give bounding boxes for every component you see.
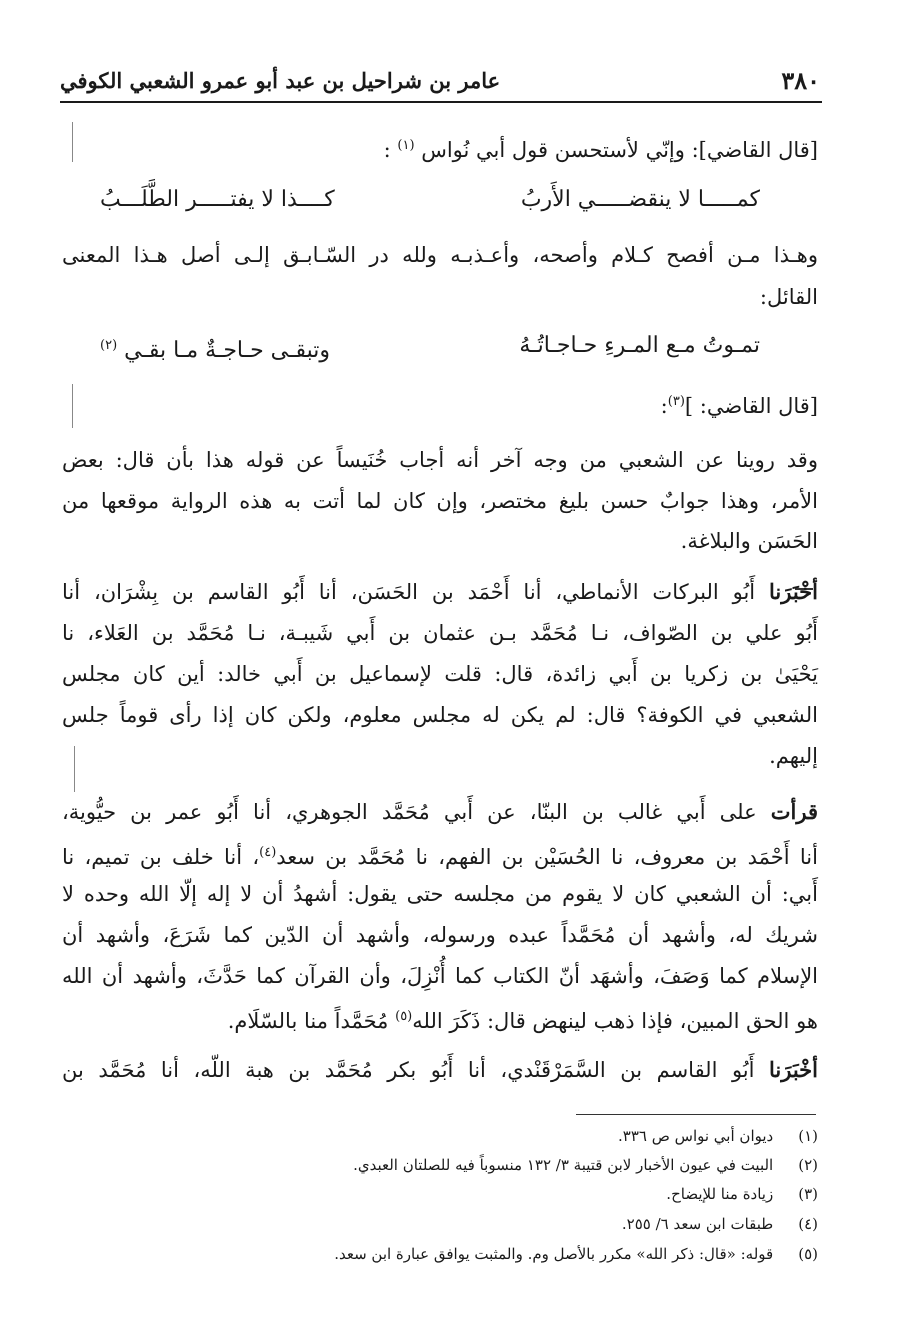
footnote-item: (٣) زيادة منا للإيضاح. bbox=[666, 1185, 818, 1203]
text-line: أخْبَرَنا أَبُو القاسم بن السَّمَرْقَنْدي، أنا أَبُو بكر مُحَمَّد بن هبة اللّه، أنا مُحَمَّد بن bbox=[62, 1057, 818, 1082]
verse-second-hemistich: وتبقـى حـاجـةٌ مـا بقـي $^{(٢)}$ bbox=[100, 338, 330, 363]
verse-second-hemistich: كــــذا لا يفتـــــر الطَّلَـــبُ bbox=[100, 187, 335, 212]
text-line: إليهم. bbox=[769, 744, 818, 768]
page-number: ٣٨٠ bbox=[781, 66, 820, 95]
poetry-verse bbox=[100, 326, 760, 366]
text-line: الحَسَن والبلاغة. bbox=[680, 529, 818, 553]
text-line: أخْبَرَنا أَبُو البركات الأنماطي، أنا أَحْمَد بن الحَسَن، أنا أَبُو القاسم بن بِشْرَان، أنا bbox=[62, 579, 818, 604]
text-line: يَحْيَىٰ بن زكريا بن أَبي زائدة، قال: قلت لإسماعيل بن أَبي خالد: أين كان مجلس bbox=[62, 662, 818, 686]
text-line: هو الحق المبين، فإذا ذهب لينهض قال: ذَكَرَ الله$^{(٥)}$ مُحَمَّداً منا بالسّلَام. bbox=[227, 1009, 818, 1033]
text-line: وقد روينا عن الشعبي من وجه آخر أنه أجاب خُنَيساً عن قوله هذا بأن قال: بعض bbox=[62, 448, 818, 472]
margin-scan-mark bbox=[72, 122, 73, 162]
footnote-separator bbox=[576, 1114, 816, 1115]
text-line: الأمر، وهذا جوابٌ حسن بليغ مختصر، وإن كان لما أتت به هذه الرواية موقعها من bbox=[62, 489, 818, 513]
margin-scan-mark bbox=[74, 746, 75, 792]
footnote-item: (٢) البيت في عيون الأخبار لابن قتيبة ٣/ ١٣٢ منسوباً فيه للصلتان العبدي. bbox=[353, 1156, 818, 1174]
footnote-item: (٤) طبقات ابن سعد ٦/ ٢٥٥. bbox=[621, 1215, 818, 1233]
text-line: [قال القاضي: ]$^{(٣)}$: bbox=[660, 394, 818, 418]
footnote-ref: (١) bbox=[397, 138, 415, 153]
text-line: أَبُو علي بن الصّواف، نـا مُحَمَّد بـن عثمان بن أَبي شَيبـة، نـا مُحَمَّد بن العَلاء، نا bbox=[62, 621, 818, 645]
running-title: عامر بن شراحيل بن عبد أبو عمرو الشعبي الكوفي bbox=[60, 68, 501, 93]
text-line: أنا أَحْمَد بن معروف، نا الحُسَيْن بن الفهم، نا مُحَمَّد بن سعد$^{(٤)}$، أنا خلف بن تميم، نا bbox=[62, 845, 818, 869]
verse-first-hemistich: تمـوتُ مـع المـرءِ حـاجـاتُـهُ bbox=[519, 333, 760, 358]
text-line: قرأت على أَبي غالب بن البنّا، عن أَبي مُحَمَّد الجوهري، أنا أَبُو عمر بن حيُّوية، bbox=[62, 799, 818, 824]
text-line: القائل: bbox=[759, 285, 818, 309]
margin-scan-mark bbox=[72, 384, 73, 428]
footnote-item: (١) ديوان أبي نواس ص ٣٣٦. bbox=[618, 1127, 818, 1145]
text-line: أَبي: أن الشعبي كان لا يقوم من مجلسه حتى يقول: أشهدُ أن لا إله إلّا الله وحده لا bbox=[62, 882, 818, 906]
text-line: [قال القاضي]: وإنّي لأستحسن قول أبي نُواس $^{(١)}$ : bbox=[383, 138, 818, 162]
page-header bbox=[60, 62, 820, 102]
isnad-keyword: قرأت bbox=[770, 799, 818, 824]
footnote-ref: (٤) bbox=[259, 845, 277, 860]
footnote-ref: (٢) bbox=[100, 338, 118, 353]
footnote-ref: (٣) bbox=[667, 394, 685, 409]
isnad-keyword: أخْبَرَنا bbox=[769, 1057, 818, 1082]
text-line: الإسلام كما وَصَفَ، وأشهَد أنّ الكتاب كما أُنْزِلَ، وأن القرآن كما حَدَّثَ، وأشهد أن الله bbox=[62, 964, 818, 988]
isnad-keyword: أخْبَرَنا bbox=[769, 579, 818, 604]
text-line: الشعبي في الكوفة؟ قال: لم يكن له مجلس معلوم، ولكن كان إذا رأى قوماً جلس bbox=[62, 703, 818, 727]
header-rule bbox=[60, 101, 822, 103]
verse-first-hemistich: كمـــــا لا ينقضـــــي الأَربُ bbox=[520, 187, 760, 212]
text-line: وهـذا مـن أفصح كـلام وأصحه، وأعـذبـه ولله در السّـابـق إلـى أصل هـذا المعنى bbox=[62, 243, 818, 267]
footnote-item: (٥) قوله: «قال: ذكر الله» مكرر بالأصل وم. والمثبت يوافق عبارة ابن سعد. bbox=[334, 1245, 818, 1263]
text-line: شريك له، وأشهد أن مُحَمَّداً عبده ورسوله، وأشهد أن الدّين كما شَرَعَ، وأشهد أن bbox=[62, 923, 818, 947]
poetry-verse bbox=[100, 180, 760, 220]
footnote-ref: (٥) bbox=[395, 1009, 413, 1024]
